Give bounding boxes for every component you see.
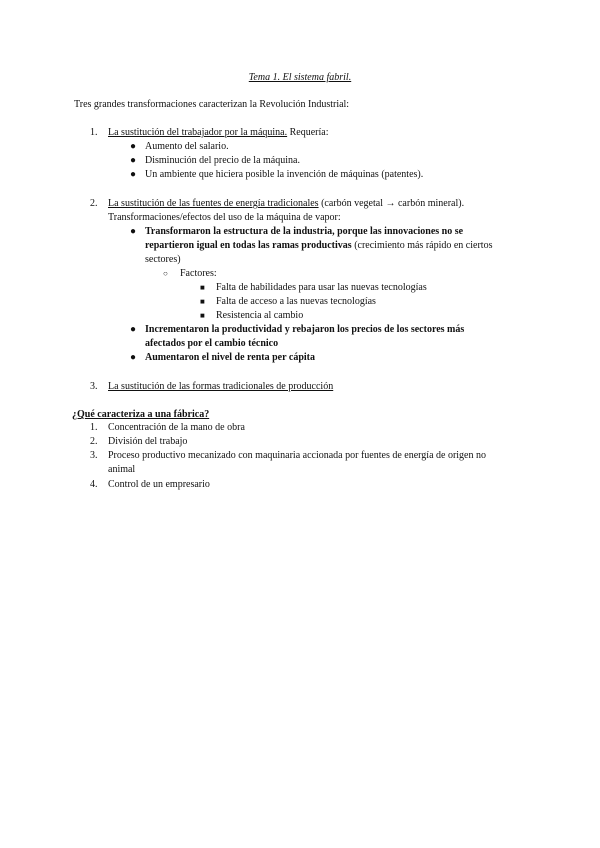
bullet-icon: ● bbox=[130, 324, 137, 335]
item-heading: La sustitución de las formas tradicionales de producción bbox=[108, 381, 334, 392]
bullet-item: Incrementaron la productividad y rebajaron los precios de los sectores más bbox=[145, 324, 465, 335]
list-number: 3. bbox=[90, 450, 98, 461]
item-rest: (carbón vegetal → carbón mineral). bbox=[318, 198, 465, 209]
list-item bbox=[108, 126, 329, 140]
bullet-item: Aumento del salario. bbox=[145, 141, 229, 152]
bullet-icon: ● bbox=[130, 155, 137, 166]
square-bullet-icon: ■ bbox=[200, 297, 205, 306]
item-heading: La sustitución de las fuentes de energía tradicionales bbox=[108, 198, 319, 209]
bullet-icon: ● bbox=[130, 226, 137, 237]
sub-bullet: Factores: bbox=[180, 268, 217, 279]
factor-item: Falta de acceso a las nuevas tecnologías bbox=[216, 296, 376, 307]
list-item: Concentración de la mano de obra bbox=[108, 422, 245, 433]
intro-text: Tres grandes transformaciones caracterizan la Revolución Industrial: bbox=[74, 99, 350, 110]
bullet-item-cont: afectados por el cambio técnico bbox=[145, 338, 279, 349]
bullet-item-cont bbox=[145, 239, 492, 253]
bullet-item: Aumentaron el nivel de renta per cápita bbox=[145, 352, 315, 363]
circle-bullet-icon: ○ bbox=[163, 269, 168, 278]
text: (crecimiento más rápido en ciertos bbox=[351, 240, 493, 251]
bullet-icon: ● bbox=[130, 169, 137, 180]
bullet-item: Un ambiente que hiciera posible la invención de máquinas (patentes). bbox=[145, 169, 424, 180]
bullet-icon: ● bbox=[130, 352, 137, 363]
list-number: 3. bbox=[90, 381, 98, 392]
list-item-cont: animal bbox=[108, 464, 136, 475]
bold-text: repartieron igual en todas las ramas productivas bbox=[145, 240, 352, 251]
list-number: 4. bbox=[90, 479, 98, 490]
bullet-icon: ● bbox=[130, 141, 137, 152]
square-bullet-icon: ■ bbox=[200, 283, 205, 292]
bullet-item: Disminución del precio de la máquina. bbox=[145, 155, 300, 166]
list-item: Proceso productivo mecanizado con maquinaria accionada por fuentes de energía de origen no bbox=[108, 450, 486, 461]
factor-item: Resistencia al cambio bbox=[216, 310, 304, 321]
item-subtitle: Transformaciones/efectos del uso de la máquina de vapor: bbox=[108, 212, 341, 223]
factor-item: Falta de habilidades para usar las nuevas tecnologías bbox=[216, 282, 427, 293]
item-rest: Requería: bbox=[287, 127, 329, 138]
list-item: Control de un empresario bbox=[108, 479, 210, 490]
square-bullet-icon: ■ bbox=[200, 311, 205, 320]
list-item: División del trabajo bbox=[108, 436, 188, 447]
list-number: 2. bbox=[90, 436, 98, 447]
list-number: 1. bbox=[90, 422, 98, 433]
list-item bbox=[108, 197, 464, 211]
bullet-item: Transformaron la estructura de la industria, porque las innovaciones no se bbox=[145, 226, 464, 237]
item-heading: La sustitución del trabajador por la máquina. bbox=[108, 127, 288, 138]
section-heading: ¿Qué caracteriza a una fábrica? bbox=[72, 409, 210, 420]
bullet-item-cont: sectores) bbox=[145, 254, 181, 265]
page-title: Tema 1. El sistema fabril. bbox=[248, 72, 352, 83]
list-number: 2. bbox=[90, 198, 98, 209]
list-number: 1. bbox=[90, 127, 98, 138]
